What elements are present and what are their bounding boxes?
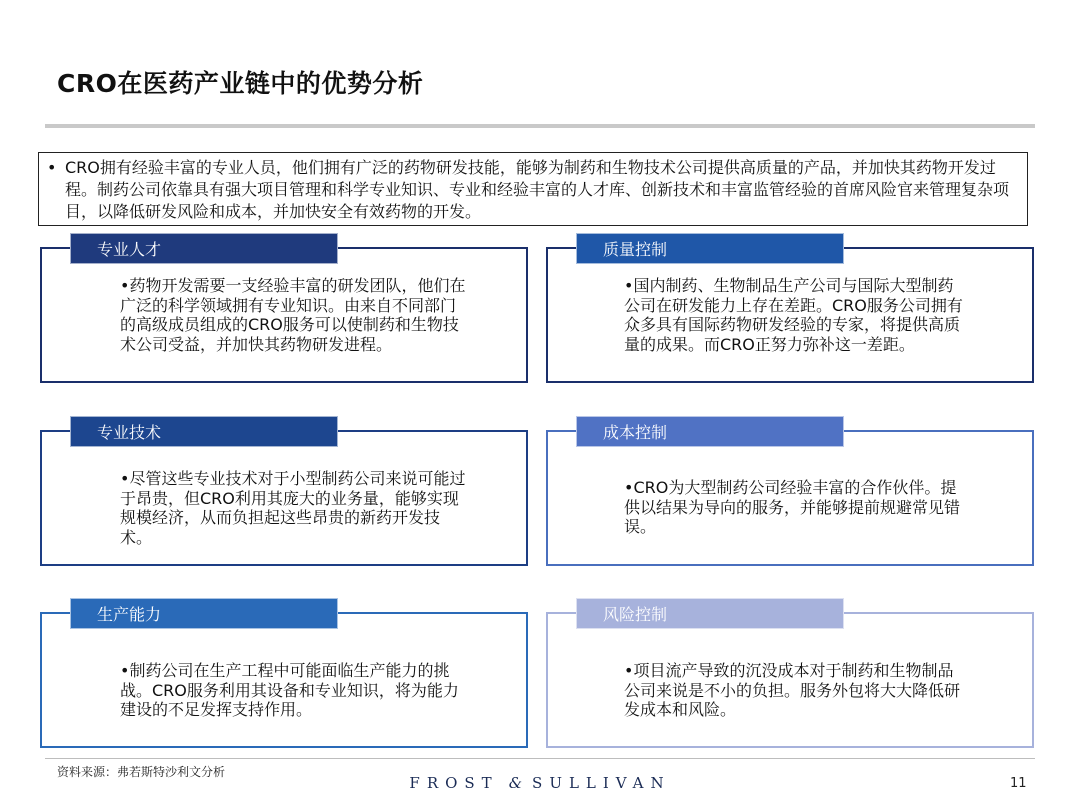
- card-quality-text: •国内制药、生物制品生产公司与国际大型制药公司在研发能力上存在差距。CRO服务公司拥有众多具有国际药物研发经验的专家，将提供高质量的成果。而CRO正努力弥补这一差距。: [624, 276, 963, 354]
- card-risk-text: •项目流产导致的沉没成本对于制药和生物制品公司来说是不小的负担。服务外包将大大降低研发成本和风险。: [624, 661, 961, 719]
- card-talent: [40, 240, 528, 383]
- card-quality-tab: 质量控制: [576, 233, 844, 264]
- page-number: 11: [1010, 776, 1027, 791]
- title-divider: [45, 124, 1035, 128]
- card-capacity: [40, 605, 528, 748]
- card-cost-tab: 成本控制: [576, 416, 844, 447]
- card-risk: [546, 605, 1034, 748]
- card-quality: [546, 240, 1034, 383]
- card-capacity-text: •制药公司在生产工程中可能面临生产能力的挑战。CRO服务利用其设备和专业知识，将为能力建设的不足发挥支持作用。: [120, 661, 459, 719]
- intro-bullet: •: [47, 158, 57, 177]
- card-cost-text: •CRO为大型制药公司经验丰富的合作伙伴。提供以结果为导向的服务，并能够提前规避常见错误。: [624, 478, 961, 536]
- intro-box: [38, 152, 1028, 226]
- card-technology: [40, 423, 528, 566]
- brand-frost: FROST: [409, 774, 499, 792]
- brand-sullivan: SULLIVAN: [532, 774, 671, 792]
- brand-ampersand: &: [508, 774, 523, 792]
- card-talent-text: •药物开发需要一支经验丰富的研发团队，他们在广泛的科学领域拥有专业知识。由来自不同部门的高级成员组成的CRO服务可以使制药和生物技术公司受益，并加快其药物研发进程。: [120, 276, 466, 354]
- source-note: 资料来源：弗若斯特沙利文分析: [57, 765, 226, 779]
- card-cost: [546, 423, 1034, 566]
- brand-logo: [0, 774, 1080, 792]
- card-risk-tab: 风险控制: [576, 598, 844, 629]
- card-technology-text: •尽管这些专业技术对于小型制药公司来说可能过于昂贵，但CRO利用其庞大的业务量，能够实现规模经济，从而负担起这些昂贵的新药开发技术。: [120, 469, 466, 547]
- card-talent-tab: 专业人才: [70, 233, 338, 264]
- card-technology-tab: 专业技术: [70, 416, 338, 447]
- intro-text: CRO拥有经验丰富的专业人员，他们拥有广泛的药物研发技能，能够为制药和生物技术公司提供高质量的产品，并加快其药物开发过程。制药公司依靠具有强大项目管理和科学专业知识、专业和经验丰富的人才库、创新技术和丰富监管经验的首席风险官来管理复杂项目，以降低研发风险和成本，并加快安全有效药物的开发。: [65, 158, 1010, 221]
- card-capacity-tab: 生产能力: [70, 598, 338, 629]
- page-title: CRO在医药产业链中的优势分析: [57, 69, 424, 98]
- footer-divider: [45, 758, 1035, 759]
